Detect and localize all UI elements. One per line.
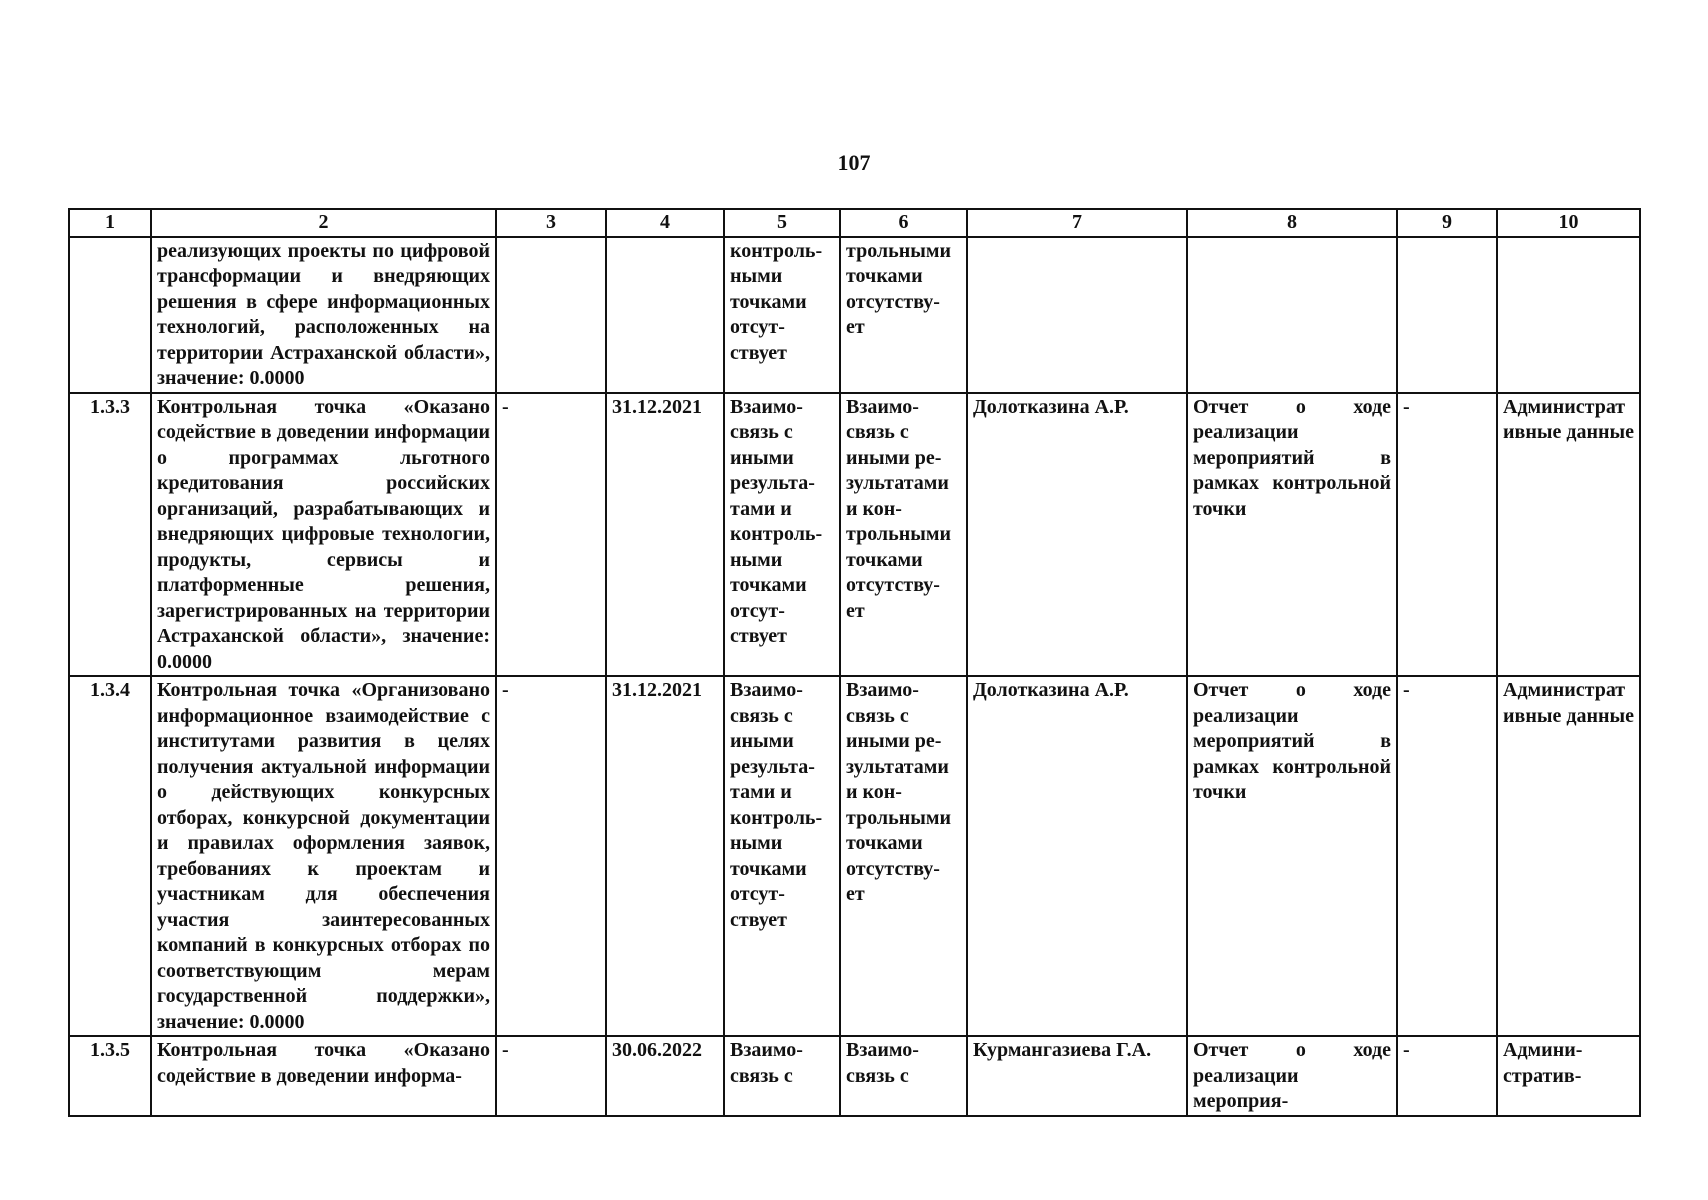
relation-col5: Взаимо- связь с иными результа- тами и контроль- ными точками отсут- ствует [724,393,840,677]
row-number [69,237,151,393]
cell-col3: - [496,393,606,677]
responsible-person: Долотказина А.Р. [967,676,1187,1036]
responsible-person: Курмангазиева Г.А. [967,1036,1187,1116]
row-number: 1.3.5 [69,1036,151,1116]
relation-col5: Взаимо- связь с иными результа- тами и контроль- ными точками отсут- ствует [724,676,840,1036]
due-date: 30.06.2022 [606,1036,724,1116]
data-source: Административные данные [1497,393,1640,677]
report-document: Отчет о ходе реализации мероприятий в рамках контрольной точки [1187,393,1397,677]
cell-col9 [1397,237,1497,393]
control-point-name: Контрольная точка «Организовано информационное взаимодействие с институтами развития в целях получения актуальной информации о действующих конкурсных отборах, конкурсной документации и правилах оформления заявок, требованиях к проектам и участникам для обеспечения участия заинтересованных компаний в конкурсных отборах по соответствующим мерам государственной поддержки», значение: 0.0000 [151,676,496,1036]
relation-col5: Взаимо- связь с [724,1036,840,1116]
control-point-name: Контрольная точка «Оказано содействие в доведении информа- [151,1036,496,1116]
control-points-table [68,208,1641,1117]
column-header: 8 [1187,209,1397,237]
column-header: 9 [1397,209,1497,237]
data-source [1497,237,1640,393]
column-header: 4 [606,209,724,237]
relation-col6: Взаимо- связь с [840,1036,967,1116]
column-header: 10 [1497,209,1640,237]
report-document: Отчет о ходе реализации мероприя- [1187,1036,1397,1116]
cell-col3: - [496,676,606,1036]
due-date [606,237,724,393]
table-row [69,676,1640,1036]
table-row [69,1036,1640,1116]
cell-col3: - [496,1036,606,1116]
relation-col6: трольными точками отсутству- ет [840,237,967,393]
column-header: 6 [840,209,967,237]
column-header: 1 [69,209,151,237]
relation-col6: Взаимо- связь с иными ре- зультатами и кон- трольными точками отсутству- ет [840,393,967,677]
relation-col6: Взаимо- связь с иными ре- зультатами и кон- трольными точками отсутству- ет [840,676,967,1036]
report-document: Отчет о ходе реализации мероприятий в рамках контрольной точки [1187,676,1397,1036]
control-point-name: реализующих проекты по цифровой трансформации и внедряющих решения в сфере информационных технологий, расположенных на территории Астраханской области», значение: 0.0000 [151,237,496,393]
header-row [69,209,1640,237]
cell-col3 [496,237,606,393]
column-header: 3 [496,209,606,237]
row-number: 1.3.3 [69,393,151,677]
cell-col9: - [1397,393,1497,677]
due-date: 31.12.2021 [606,393,724,677]
responsible-person [967,237,1187,393]
control-point-name: Контрольная точка «Оказано содействие в доведении информации о программах льготного кредитования российских организаций, разрабатывающих и внедряющих цифровые технологии, продукты, сервисы и платформенные решения, зарегистрированных на территории Астраханской области», значение: 0.0000 [151,393,496,677]
table-row [69,393,1640,677]
column-header: 5 [724,209,840,237]
column-header: 2 [151,209,496,237]
report-document [1187,237,1397,393]
responsible-person: Долотказина А.Р. [967,393,1187,677]
cell-col9: - [1397,676,1497,1036]
relation-col5: контроль- ными точками отсут- ствует [724,237,840,393]
column-header: 7 [967,209,1187,237]
table-row [69,237,1640,393]
cell-col9: - [1397,1036,1497,1116]
data-source: Административные данные [1497,676,1640,1036]
page-number: 107 [837,150,871,175]
due-date: 31.12.2021 [606,676,724,1036]
data-source: Админи- стратив- [1497,1036,1640,1116]
row-number: 1.3.4 [69,676,151,1036]
